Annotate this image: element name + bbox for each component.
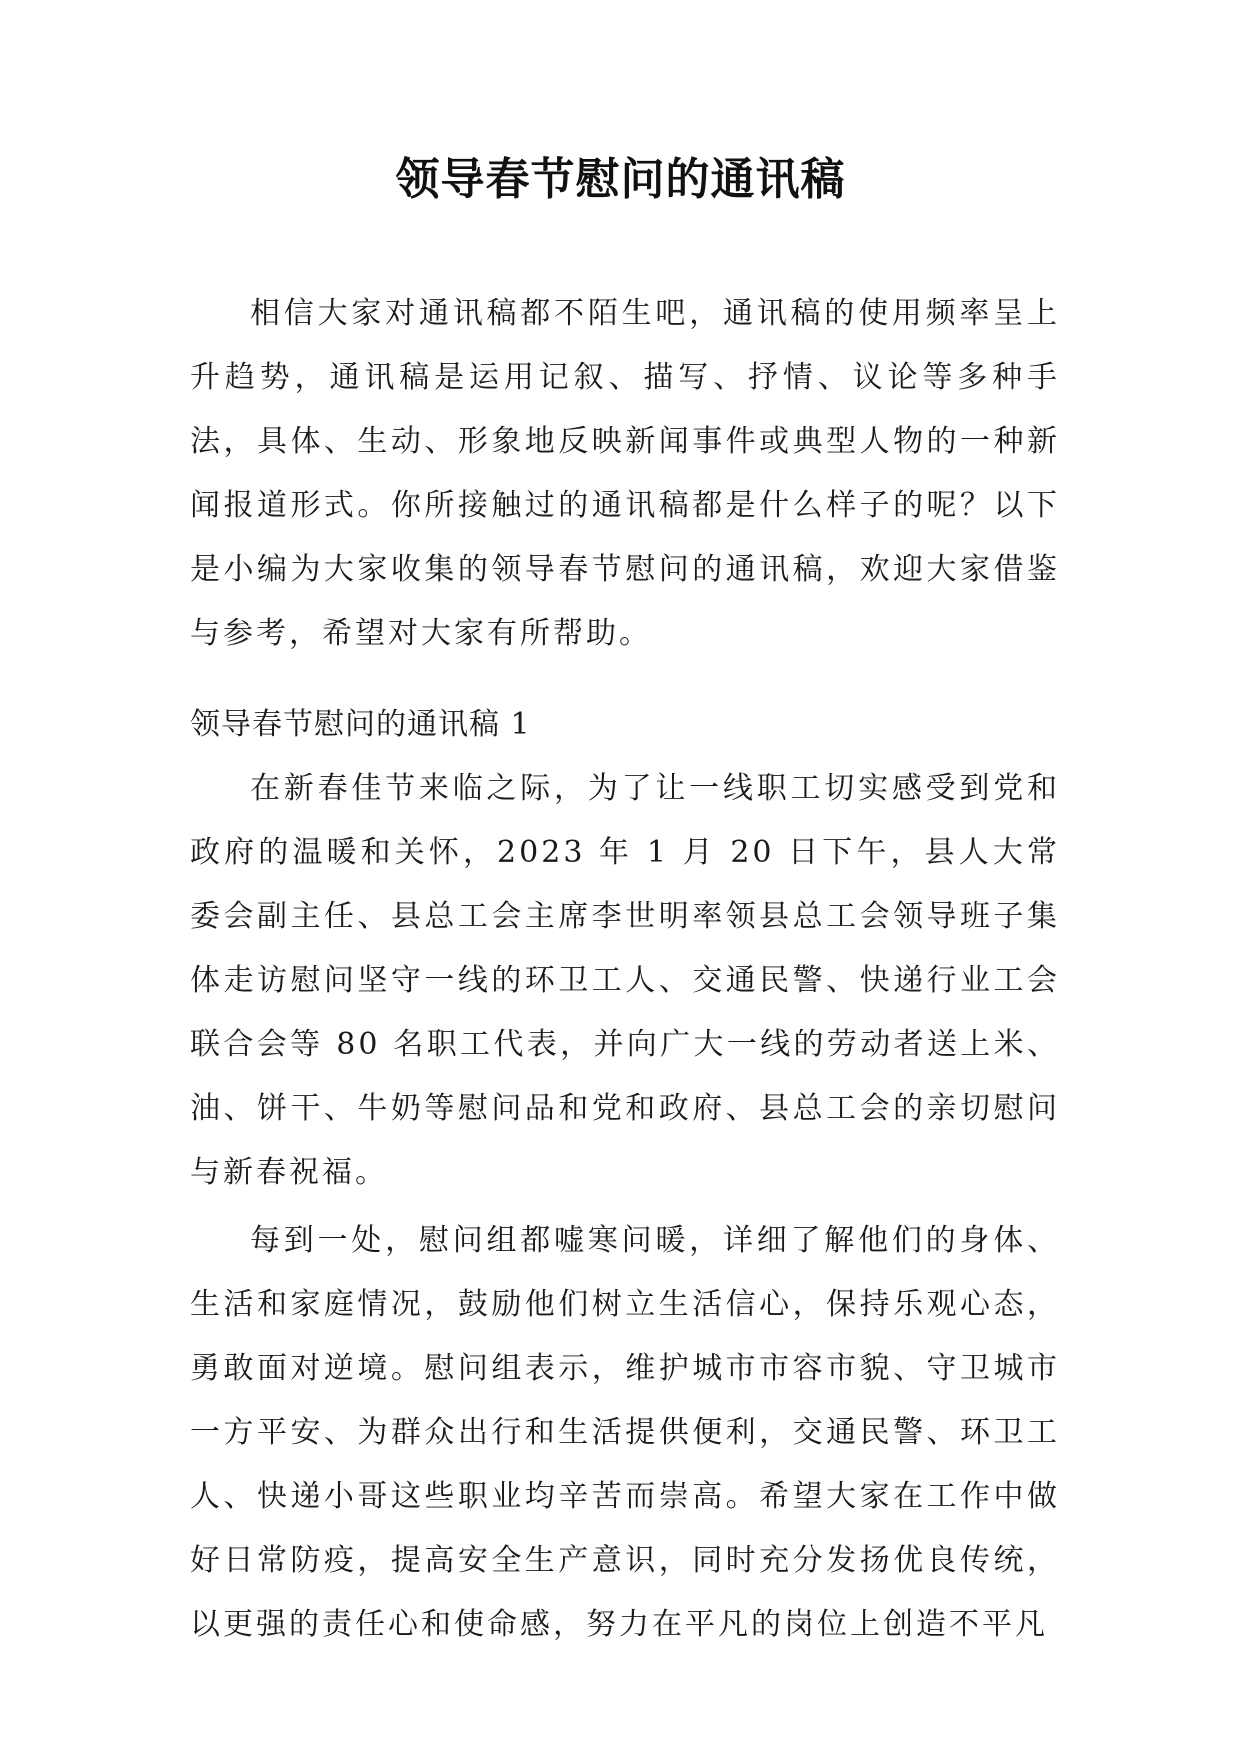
body-paragraph: 在新春佳节来临之际，为了让一线职工切实感受到党和政府的温暖和关怀，2023 年 1 月 20 日下午，县人大常委会副主任、县总工会主席李世明率领县总工会领导班子集体走访慰问坚守一线的环卫工人、交通民警、快递行业工会联合会等 80 名职工代表，并向广大一线的劳动者送上米、油、饼干、牛奶等慰问品和党和政府、县总工会的亲切慰问与新春祝福。: [190, 771, 1060, 1190]
body-paragraph: 每到一处，慰问组都嘘寒问暖，详细了解他们的身体、生活和家庭情况，鼓励他们树立生活信心，保持乐观心态，勇敢面对逆境。慰问组表示，维护城市市容市貌、守卫城市一方平安、为群众出行和生活提供便利，交通民警、环卫工人、快递小哥这些职业均辛苦而崇高。希望大家在工作中做好日常防疫，提高安全生产意识，同时充分发扬优良传统，以更强的责任心和使命感，努力在平凡的岗位上创造不平凡: [190, 1223, 1060, 1642]
intro-block: [190, 282, 1060, 666]
intro-paragraph: 相信大家对通讯稿都不陌生吧，通讯稿的使用频率呈上升趋势，通讯稿是运用记叙、描写、抒情、议论等多种手法，具体、生动、形象地反映新闻事件或典型人物的一种新闻报道形式。你所接触过的通讯稿都是什么样子的呢？以下是小编为大家收集的领导春节慰问的通讯稿，欢迎大家借鉴与参考，希望对大家有所帮助。: [190, 296, 1060, 651]
section-heading: 领导春节慰问的通讯稿 1: [190, 707, 531, 742]
document-title: 领导春节慰问的通讯稿: [395, 154, 846, 205]
section-1: [190, 693, 1060, 1657]
